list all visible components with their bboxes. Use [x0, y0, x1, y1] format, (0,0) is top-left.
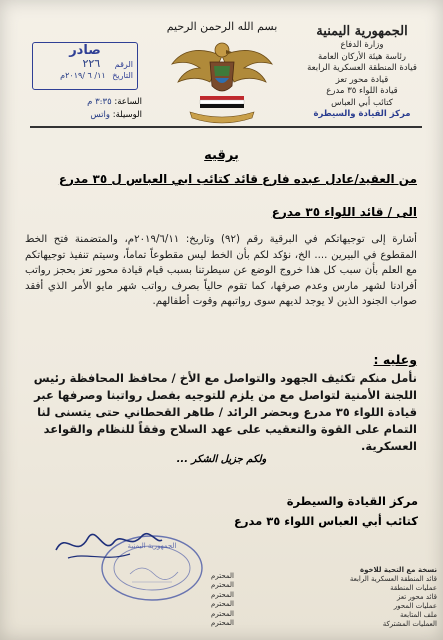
respected-label: المحترم	[211, 590, 234, 599]
respected-label: المحترم	[211, 600, 234, 609]
handwritten-signature-icon	[46, 520, 166, 570]
time-row: الساعة: ٣:٣٥ م	[87, 97, 142, 107]
from-line: من العقيد/عادل عبده فارع قائد كتائب ابي العباس ل ٣٥ مدرع	[58, 172, 417, 186]
stamp-date-row	[33, 70, 137, 81]
stamp-number-label: الرقم	[114, 60, 133, 69]
document-body: أشارة إلى توجيهاتكم في البرقية رقم (٩٢) وتاريخ: ٢٠١٩/٦/١١م، والمتضمنة فتح الخط المقطوع في البيرين .... الخ، نؤكد لكم بأن الخط ليس مقطوعاً تماماً، وسيتم تنفيذ توجيهاتكم مع العلم بأن سبب كل هذا خروج الوضع عن سيطرتنا بسبب قيام قيادة محور تعز بحجز رواتب أفرادنا لشهر مارس وعدم صرفها، كما تقوم حالياً بصرف رواتب شهر مايو الأمر الذي أفقد صواب الجنود الذين لا يوجد لديهم سوى رواتبهم وقوت أطفالهم.	[25, 234, 417, 307]
copy-item: عمليات المنطقة	[390, 584, 437, 592]
letterhead-ministry: وزارة الدفاع	[340, 40, 384, 50]
respected-column	[190, 572, 234, 628]
copy-item: عمليات المحور	[393, 602, 437, 610]
eagle-emblem-icon	[160, 16, 285, 126]
document-title: برقيه	[204, 148, 239, 163]
section-heading: وعليه :	[373, 352, 417, 367]
header-divider	[30, 126, 422, 128]
closing-thanks: ولكم جزيل الشكر ...	[176, 454, 267, 465]
means-label: الوسيلة	[115, 110, 142, 120]
section-body: نأمل منكم تكثيف الجهود والتواصل مع الأخ / محافظ المحافظة رئيس اللجنة الأمنية لتواصل مع من يلزم للتوجيه بفصل رواتبنا وصرفها عبر قيادة اللواء ٣٥ مدرع وبحضر الرائد / طاهر القحطاني حتى يتسنى لنا التمام على القوة والتعقيب على عهد السلاح وفقاً للنظام والقواعد العسكرية.	[33, 371, 417, 453]
letterhead-center: مركز القيادة والسيطرة	[313, 109, 411, 119]
stamp-number-value: ٢٢٦	[82, 57, 101, 70]
time-label: الساعة	[117, 97, 142, 107]
dispatch-meta	[24, 96, 142, 122]
copy-item: ملف المتابعة	[400, 611, 437, 619]
stamp-date-label: التاريخ	[112, 71, 133, 80]
copies-title: نسخة مع التحية للاخوة	[359, 566, 437, 574]
copy-item: العمليات المشتركة	[382, 620, 437, 628]
signature-line-2: كتائب أبي العباس اللواء ٣٥ مدرع	[233, 514, 418, 528]
seal-text: الجمهورية اليمنية	[127, 542, 177, 550]
letterhead-battalions: كتائب أبي العباس	[331, 97, 393, 108]
letterhead	[297, 24, 427, 121]
letterhead-staff: رئاسة هيئة الأركان العامة	[318, 51, 406, 62]
means-value: واتس	[90, 110, 111, 120]
stamp-date-value: ١١/ ٦ /٢٠١٩م	[60, 71, 106, 80]
respected-label: المحترم	[211, 581, 234, 590]
respected-label: المحترم	[211, 572, 234, 580]
respected-label: المحترم	[211, 609, 234, 618]
stamp-title: صادر	[69, 43, 101, 58]
stamp-number-row	[33, 58, 137, 70]
letterhead-country: الجمهورية اليمنية	[316, 24, 408, 39]
letterhead-brigade: قيادة اللواء ٣٥ مدرع	[326, 86, 398, 96]
letterhead-axis: قيادة محور تعز	[335, 74, 389, 85]
basmala: بسم الله الرحمن الرحيم	[166, 20, 278, 33]
time-value: ٣:٣٥ م	[87, 97, 112, 107]
means-row: الوسيلة: واتس	[90, 110, 142, 120]
to-line: الى / قائد اللواء ٣٥ مدرع	[271, 205, 417, 219]
letterhead-region: قيادة المنطقة العسكرية الرابعة	[307, 63, 417, 73]
copy-item: قائد محور تعز	[396, 593, 437, 601]
respected-label: المحترم	[211, 619, 234, 628]
copies-list	[317, 566, 437, 629]
signature-line-1: مركز القيادة والسيطرة	[286, 494, 418, 508]
copy-item: قائد المنطقة العسكرية الرابعة	[349, 575, 437, 583]
outgoing-stamp	[32, 42, 138, 90]
